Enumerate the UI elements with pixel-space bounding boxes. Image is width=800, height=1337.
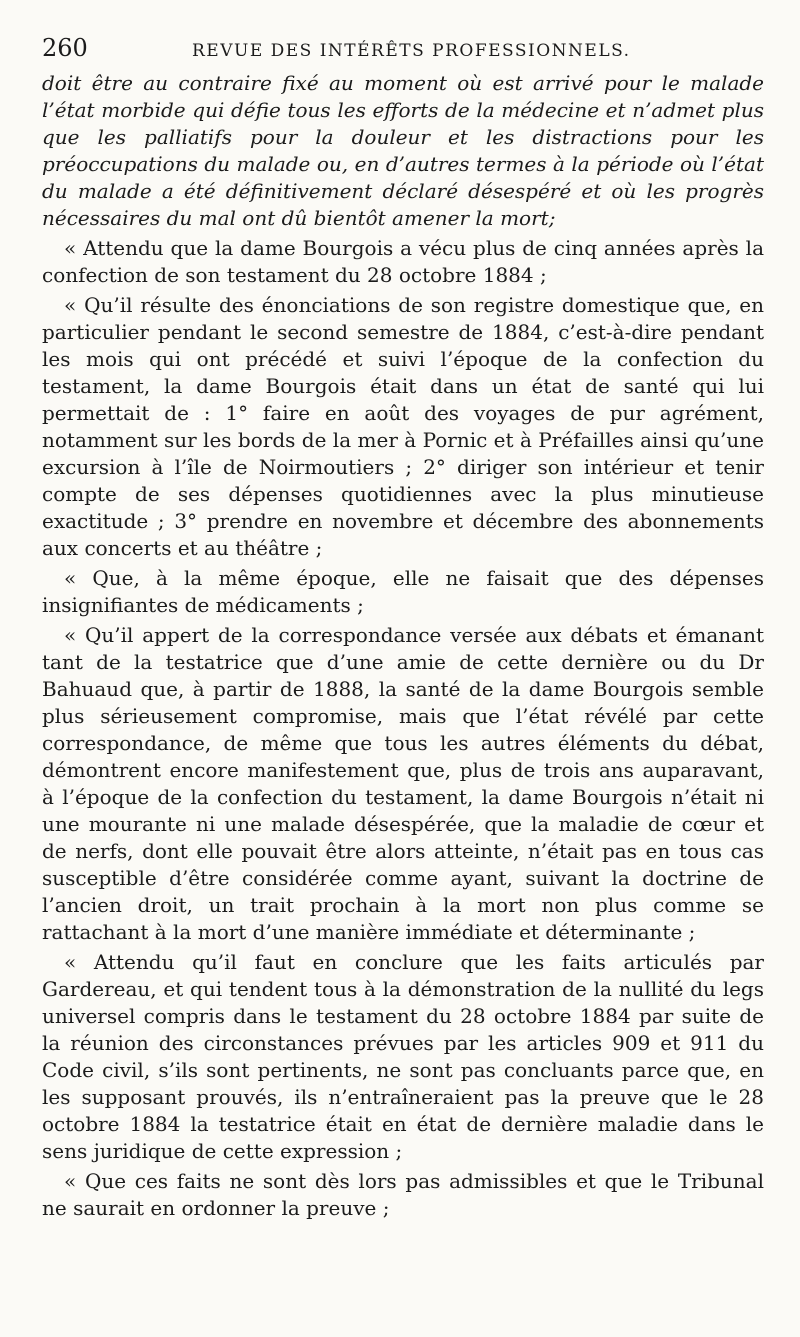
page-body xyxy=(42,70,764,1222)
italic-continuation: doit être au contraire fixé au moment où est arrivé pour le malade l’état morbide qui défie tous les efforts de la médecine et n’admet plus que les palliatifs pour la douleur et les distractions pour les préoccupations du malade ou, en d’autres termes à la période où l’état du malade a été définitivement déclaré désespéré et où les progrès nécessaires du mal ont dû bientôt amener la mort; xyxy=(42,71,764,230)
paragraph-5: « Attendu qu’il faut en conclure que les faits articulés par Gardereau, et qui tendent tous à la démonstration de la nullité du legs universel compris dans le testament du 28 octobre 1884 par suite de la réunion des circonstances prévues par les articles 909 et 911 du Code civil, s’ils sont pertinents, ne sont pas concluants parce que, en les supposant prouvés, ils n’entraîneraient pas la preuve que le 28 octobre 1884 la testatrice était en état de dernière maladie dans le sens juridique de cette expression ; xyxy=(42,950,764,1163)
paragraph-1: « Attendu que la dame Bourgois a vécu plus de cinq années après la confection de son testament du 28 octobre 1884 ; xyxy=(42,236,764,287)
paragraph-3: « Que, à la même époque, elle ne faisait que des dépenses insignifiantes de médicaments ; xyxy=(42,566,764,617)
page-number: 260 xyxy=(42,34,88,62)
journal-title: REVUE DES INTÉRÊTS PROFESSIONNELS. xyxy=(192,41,631,61)
paragraph-4: « Qu’il appert de la correspondance versée aux débats et émanant tant de la testatrice que d’une amie de cette dernière ou du Dr Bahuaud que, à partir de 1888, la santé de la dame Bourgois semble plus sérieusement compromise, mais que l’état révélé par cette correspondance, de même que tous les autres éléments du débat, démontrent encore manifestement que, plus de trois ans auparavant, à l’époque de la confection du testament, la dame Bourgois n’était ni une mourante ni une malade désespérée, que la maladie de cœur et de nerfs, dont elle pouvait être alors atteinte, n’était pas en tous cas susceptible d’être considérée comme ayant, suivant la doctrine de l’ancien droit, un trait prochain à la mort non plus comme se rattachant à la mort d’une manière immédiate et déterminante ; xyxy=(42,623,764,944)
paragraph-2: « Qu’il résulte des énonciations de son registre domestique que, en particulier pendant le second semestre de 1884, c’est-à-dire pendant les mois qui ont précédé et suivi l’époque de la confection du testament, la dame Bourgois était dans un état de santé qui lui permettait de : 1° faire en août des voyages de pur agrément, notamment sur les bords de la mer à Pornic et à Préfailles ainsi qu’une excursion à l’île de Noirmoutiers ; 2° diriger son intérieur et tenir compte de ses dépenses quotidiennes avec la plus minutieuse exactitude ; 3° prendre en novembre et décembre des abonnements aux concerts et au théâtre ; xyxy=(42,293,764,560)
running-head xyxy=(42,34,764,70)
paragraph-6: « Que ces faits ne sont dès lors pas admissibles et que le Tribunal ne saurait en ordonner la preuve ; xyxy=(42,1169,764,1220)
